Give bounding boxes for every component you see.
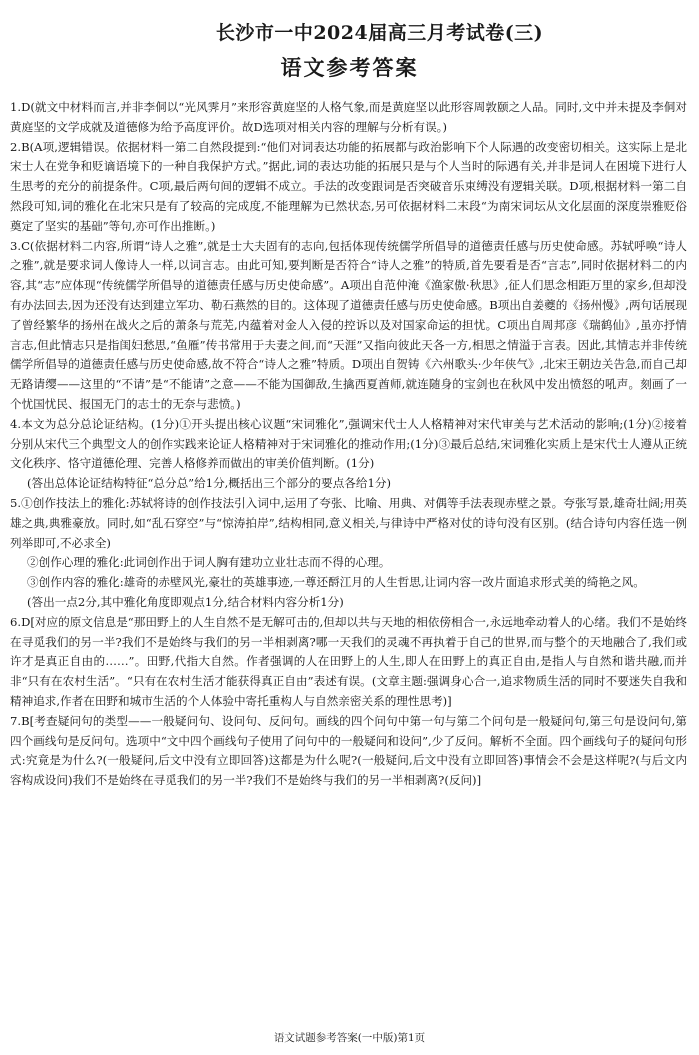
- answer-5-point-2: ②创作心理的雅化:此词创作出于词人胸有建功立业壮志而不得的心理。: [27, 555, 391, 570]
- answer-text: B[考查疑问句的类型——一般疑问句、设问句、反问句。画线的四个问句中第一句与第二个问句是一般疑问句,第三句是设问句,第四个画线句是反问句。选项中“文中四个画线句子使用了问句中的一般疑问和设问”,少了反问。解析不全面。四个画线句子的疑问句形式:究竟是为什么?(一般疑问,后文中没有立即回答)这都是为什么呢?(一般疑问,后文中没有立即回答)事情会不会是这样呢?(与后文内容构成设问)我们不是始终在寻觅我们的另一半?我们不是始终与我们的另一半相剥离?(反问)]: [10, 713, 687, 788]
- answer-text: C(依据材料二内容,所谓“诗人之雅”,就是士大夫固有的志向,包括体现传统儒学所倡导的道德责任感与历史使命感。苏轼呼唤“诗人之雅”,就是要求词人像诗人一样,以词言志。由此可知,要判断是否符合“诗人之雅”的特质,首先要看是否“言志”,同时依据材料二的内容,其“志”应体现“传统儒学所倡导的道德责任感与历史使命感”。A项出自范仲淹《渔家傲·秋思》,征人们思念相距万里的家乡,但却没有办法回去,因为还没有达到建立军功、勒石燕然的目的。这体现了道德责任感与历史使命感。B项出自姜夔的《扬州慢》,两句话展现了曾经繁华的扬州在战火之后的萧条与荒芜,内蕴着对金人入侵的控诉以及对国家命运的担忧。C项出自周邦彦《瑞鹤仙》,虽亦抒情言志,但此情志只是指闺妇愁思,“鱼雁”传书常用于夫妻之间,而“天涯”又指向彼此天各一方,相思之情溢于言表。因此,其情志并非传统儒学所倡导的道德责任感与历史使命感,故不符合“诗人之雅”特质。D项出自贺铸《六州歌头·少年侠气》,北宋王朝边关告急,而自己却无路请缨——这里的“不请”是“不能请”之意——不能为国御敌,生擒西夏酋师,就连随身的宝剑也在秋风中发出愤怒的吼声。刻画了一个忧国忧民、报国无门的志士的无奈与悲愤。): [10, 238, 687, 411]
- answer-number: 1.: [10, 100, 22, 114]
- page-title: 长沙市一中2024届高三月考试卷(三): [215, 22, 544, 44]
- page-footer: 语文试题参考答案(一中版)第1页: [273, 1032, 426, 1044]
- answer-list: [10, 98, 687, 791]
- answer-text: D(就文中材料而言,并非李侗以“光风霁月”来形容黄庭坚的人格气象,而是黄庭坚以此形容周敦颐之人品。同时,文中并未提及李侗对黄庭坚的文学成就及道德修为给予高度评价。故D选项对相关内容的理解与分析有误。): [10, 100, 687, 134]
- answer-6: [10, 613, 687, 712]
- answer-number: 7.: [10, 713, 22, 728]
- answer-number: 5.: [10, 495, 22, 510]
- answer-text: D[对应的原文信息是“那田野上的人生自然不是无解可击的,但却以共与天地的相依傍相合一,永远地牵动着人的心绪。我们不是始终在寻觅我们的另一半?我们不是始终与我们的另一半相剥离?哪一天我们的灵魂不再执着于自己的世界,而与整个的天地融合了,我们或许才是真正自由的……”。田野,代指大自然。作者强调的人在田野上的人生,即人在田野上的真正自由,是指人与自然和谐共融,而并非“只有在农村生活”。“只有在农村生活才能获得真正自由”表述有误。(文章主题:强调身心合一,追求物质生活的同时不要迷失自我和精神追求,作者在田野和城市生活的个人体验中寄托重构人与自然亲密关系的理性思考)]: [10, 614, 687, 708]
- answer-7: [10, 712, 687, 791]
- answer-3: [10, 237, 687, 415]
- answer-4: [10, 415, 687, 474]
- answer-1: [10, 98, 687, 138]
- page-subtitle: 语文参考答案: [280, 55, 419, 80]
- answer-number: 4.: [10, 416, 22, 431]
- answer-5-point-3: ③创作内容的雅化:雄奇的赤壁风光,豪壮的英雄事迹,一尊还酹江月的人生哲思,让词内容一改片面追求形式美的绮艳之风。: [27, 575, 645, 590]
- answer-text: B(A项,逻辑错误。依据材料一第二自然段提到:“他们对词表达功能的拓展都与政治影响下个人际遇的改变密切相关。这实际上是北宋士人在党争和贬谪语境下的一种自我保护方式。”据此,词的表达功能的拓展只是与个人当时的际遇有关,并非是词人在困境下进行人生思考的充分的前提条件。C项,最后两句间的逻辑不成立。手法的改变跟词是否突破音乐束缚没有逻辑关联。D项,根据材料一第二自然段可知,词的雅化在北宋只是有了较高的完成度,不能理解为已然状态,另可依据材料二末段“为南宋词坛从文化层面的深度崇雅贬俗奠定了坚实的基础”等句,亦可作出推断。): [10, 139, 687, 233]
- answer-number: 3.: [10, 238, 22, 253]
- answer-5-note: (答出一点2分,其中雅化角度即观点1分,结合材料内容分析1分): [27, 594, 344, 609]
- answer-number: 2.: [10, 139, 22, 154]
- answer-number: 6.: [10, 614, 22, 629]
- answer-5: [10, 494, 687, 553]
- answer-2: [10, 138, 687, 237]
- answer-text: ①创作技法上的雅化:苏轼将诗的创作技法引入词中,运用了夸张、比喻、用典、对偶等手法表现赤壁之景。夸张写景,雄奇壮阔;用英雄之典,典雅豪放。同时,如“乱石穿空”与“惊涛拍岸”,结构相同,意义相关,与律诗中严格对仗的诗句没有区别。(结合诗句内容任选一例列举即可,不必求全): [10, 495, 687, 550]
- answer-4-note: (答出总体论证结构特征“总分总”给1分,概括出三个部分的要点各给1分): [27, 476, 391, 491]
- answer-text: 本文为总分总论证结构。(1分)①开头提出核心议题“宋词雅化”,强调宋代士人人格精神对宋代审美与艺术活动的影响;(1分)②接着分别从宋代三个典型文人的创作实践来论证人格精神对于宋词雅化的推动作用;(1分)③最后总结,宋词雅化实质上是宋代士人遵从正统文化秩序、恪守道德伦理、完善人格修养而做出的审美价值判断。(1分): [10, 416, 687, 471]
